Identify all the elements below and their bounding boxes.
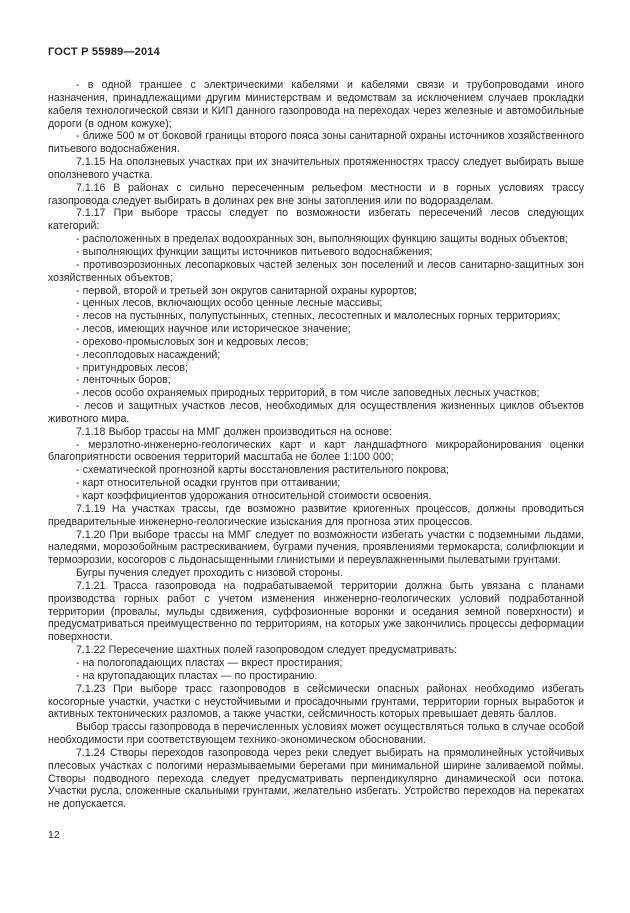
paragraph: 7.1.15 На оползневых участках при их значительных протяженностях трассу следует выбирать выше оползневого участка. (48, 156, 584, 181)
page-number: 12 (48, 829, 60, 841)
paragraph: 7.1.16 В районах с сильно пересеченным рельефом местности и в горных условиях трассу газопровода следует выбирать в долинах рек вне зоны затопления или по водоразделам. (48, 181, 584, 207)
paragraph: - на пологопадающих пластах — вкрест простирания; (76, 656, 343, 669)
paragraph: - схематической прогнозной карты восстановления растительного покрова; (76, 464, 449, 477)
paragraph: - в одной траншее с электрическими кабелями и кабелями связи и трубопроводами иного назначения, принадлежащими другим министерствам и ведомствам за исключением случаев прокладки кабеля технологической связи и КИП данного газопровода на переходах через железные и автомобильные дороги (в одном кожухе); (48, 79, 584, 130)
paragraph: 7.1.17 При выборе трассы следует по возможности избегать пересечений лесов следующих категорий: (48, 207, 584, 233)
paragraph: - притундровых лесов; (76, 361, 188, 374)
paragraph: - противоэрозионных лесопарковых частей зеленых зон поселений и лесов санитарно-защитных зон хозяйственных объектов; (48, 258, 584, 284)
paragraph: - лесов, имеющих научное или историческое значение; (76, 323, 351, 336)
document-header: ГОСТ Р 55989—2014 (48, 46, 160, 58)
paragraph: - карт относительной осадки грунтов при оттаивании; (76, 477, 341, 490)
paragraph: - лесов на пустынных, полупустынных, степных, лесостепных и малолесных горных территориях; (76, 310, 561, 323)
paragraph: 7.1.22 Пересечение шахтных полей газопроводом следует предусматривать: (76, 644, 458, 657)
paragraph: 7.1.20 При выборе трассы на ММГ следует по возможности избегать участки с подземными льдами, наледями, морозобойным растрескиванием, буграми пучения, проявлениями термокарста, солифлюкции и термоэрозии, косогоров с льдонасыщенными глинистыми и переувлажненными пылеватыми грунтами. (48, 528, 584, 567)
paragraph: - ценных лесов, включающих особо ценные лесные массивы; (76, 297, 383, 310)
paragraph: 7.1.24 Створы переходов газопровода через реки следует выбирать на прямолинейных устойчивых плесовых участках с пологими неразмываемыми берегами при минимальной ширине заливаемой поймы. Створы подводного перехода следует предусматривать перпендикулярно динамической оси потока. Участки русла, сложенные скальными грунтами, желательно избегать. Устройство переходов на перекатах не допускается. (48, 746, 584, 811)
paragraph: - карт коэффициентов удорожания относительной стоимости освоения. (76, 490, 432, 502)
paragraph: 7.1.21 Трасса газопровода на подрабатываемой территории должна быть увязана с планами производства горных работ с учетом изменения инженерно-геологических условий подработанной территории (провалы, мульды сдвижения, суффозионные воронки и оседания земной поверхности) и предусматриваться преимущественно по территориям, на которых уже закончились процессы деформации поверхности. (48, 579, 584, 644)
paragraph: - мерзлотно-инженерно-геологических карт и карт ландшафтного микрорайонирования оценки благоприятности освоения территорий масштаба не более 1:100 000; (48, 438, 584, 464)
paragraph: Выбор трассы газопровода в перечисленных условиях может осуществляться только в случае особой необходимости при соответствующем технико-экономическом обосновании. (48, 721, 584, 747)
paragraph: 7.1.23 При выборе трасс газопроводов в сейсмически опасных районах необходимо избегать косогорные участки, участки с неустойчивыми и просадочными грунтами, территории горных выработок и активных тектонических разломов, а также участки, сейсмичность которых превышает девять баллов. (48, 682, 584, 721)
paragraph: - лесоплодовых насаждений; (76, 348, 221, 361)
document-body (48, 79, 584, 811)
paragraph: 7.1.18 Выбор трассы на ММГ должен производиться на основе: (76, 425, 392, 438)
paragraph: - лесов и защитных участков лесов, необходимых для осуществления жизненных циклов объектов животного мира. (48, 400, 584, 425)
paragraph: Бугры пучения следует проходить с низовой стороны. (76, 567, 343, 580)
paragraph: - ленточных боров; (76, 374, 171, 387)
paragraph: - расположенных в пределах водоохранных зон, выполняющих функцию защиты водных объектов; (76, 233, 568, 246)
paragraph: - первой, второй и третьей зон округов санитарной охраны курортов; (76, 284, 417, 297)
paragraph: - выполняющих функции защиты источников питьевого водоснабжения; (76, 245, 433, 258)
paragraph: - на крутопадающих пластах — по простиранию. (76, 669, 318, 682)
paragraph: - лесов особо охраняемых природных территорий, в том числе заповедных лесных участков; (76, 387, 540, 400)
paragraph: 7.1.19 На участках трассы, где возможно развитие криогенных процессов, должны проводиться предварительные инженерно-геологические изыскания для прогноза этих процессов. (48, 502, 584, 528)
paragraph: - орехово-промысловых зон и кедровых лесов; (76, 335, 309, 348)
paragraph: - ближе 500 м от боковой границы второго пояса зоны санитарной охраны источников хозяйственного питьевого водоснабжения. (48, 130, 584, 156)
